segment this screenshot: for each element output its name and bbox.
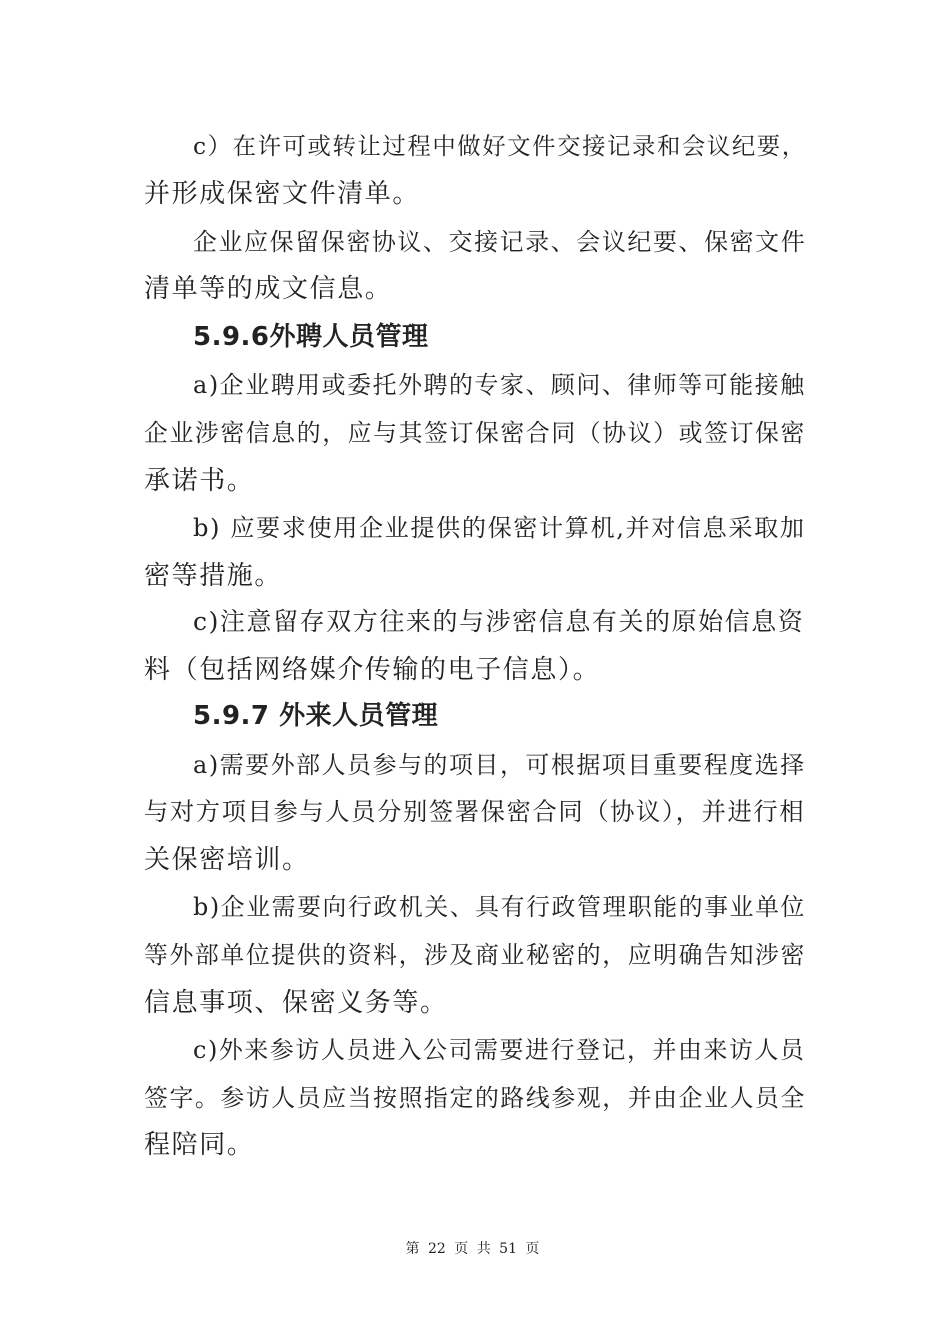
paragraph-line: 信息事项、保密义务等。 <box>144 988 448 1018</box>
paragraph-line: 签字。参访人员应当按照指定的路线参观，并由企业人员全 <box>144 1084 806 1112</box>
section-heading: 5.9.6外聘人员管理 <box>193 322 429 352</box>
paragraph-line: 等外部单位提供的资料，涉及商业秘密的，应明确告知涉密 <box>144 941 806 969</box>
paragraph-line: 并形成保密文件清单。 <box>144 179 421 209</box>
paragraph-line: 关保密培训。 <box>144 845 310 875</box>
paragraph-line: c）在许可或转让过程中做好文件交接记录和会议纪要， <box>193 132 807 160</box>
paragraph-line: 程陪同。 <box>144 1130 255 1160</box>
paragraph-line: a)需要外部人员参与的项目，可根据项目重要程度选择 <box>193 751 806 779</box>
paragraph-line: a)企业聘用或委托外聘的专家、顾问、律师等可能接触 <box>193 371 806 399</box>
paragraph-line: b) 应要求使用企业提供的保密计算机,并对信息采取加 <box>193 514 806 542</box>
section-heading: 5.9.7 外来人员管理 <box>193 701 439 731</box>
paragraph-line: 与对方项目参与人员分别签署保密合同（协议），并进行相 <box>144 797 806 826</box>
paragraph-line: 密等措施。 <box>144 561 283 591</box>
paragraph-line: c)注意留存双方往来的与涉密信息有关的原始信息资 <box>193 607 805 636</box>
page-number-footer: 第 22 页 共 51 页 <box>405 1241 540 1257</box>
paragraph-line: 企业应保留保密协议、交接记录、会议纪要、保密文件 <box>193 228 807 256</box>
paragraph-line: c)外来参访人员进入公司需要进行登记，并由来访人员 <box>193 1036 806 1064</box>
paragraph-line: b)企业需要向行政机关、具有行政管理职能的事业单位 <box>193 893 806 921</box>
paragraph-line: 料（包括网络媒介传输的电子信息）。 <box>144 655 601 685</box>
paragraph-line: 清单等的成文信息。 <box>144 274 393 304</box>
paragraph-line: 企业涉密信息的，应与其签订保密合同（协议）或签订保密 <box>144 419 806 447</box>
paragraph-line: 承诺书。 <box>144 466 255 496</box>
